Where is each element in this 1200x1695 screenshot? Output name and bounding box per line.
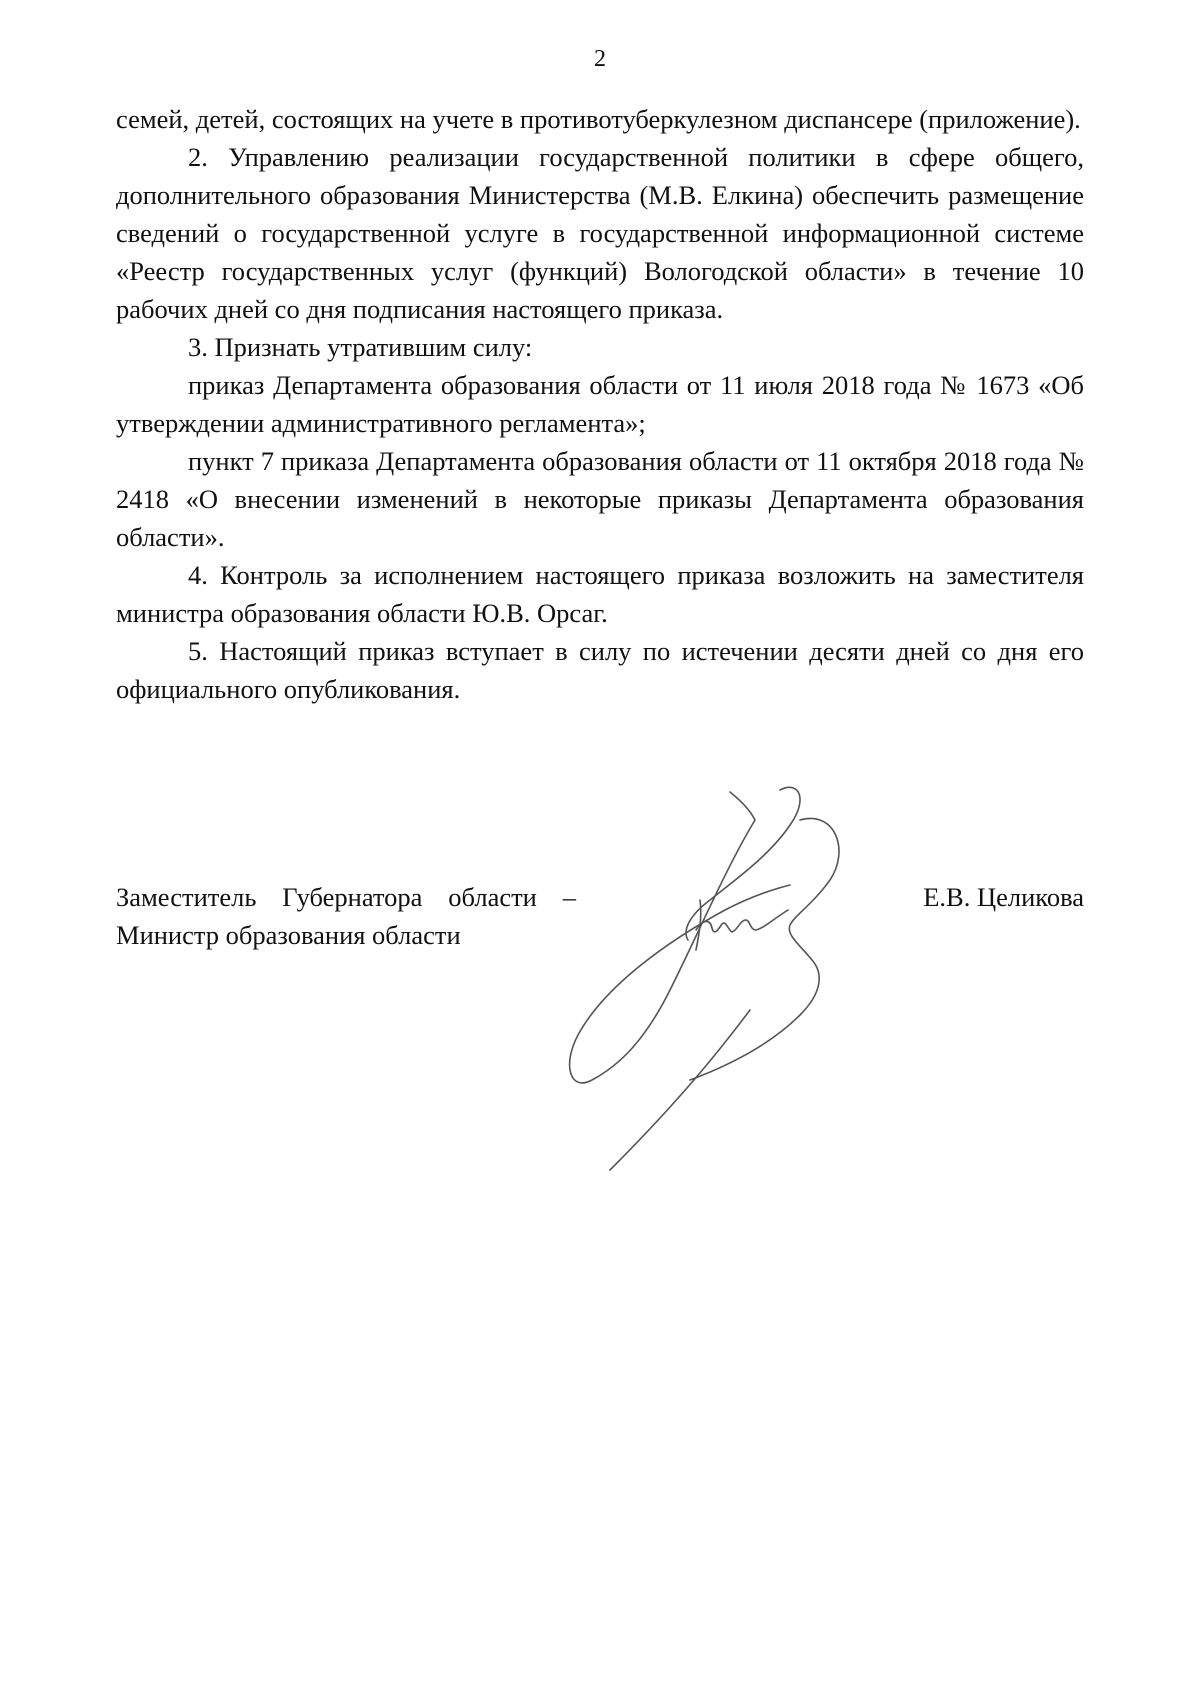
signatory-title [116, 878, 616, 954]
paragraph-7: 5. Настоящий приказ вступает в силу по истечении десяти дней со дня его официального опубликования. [116, 636, 1084, 704]
document-body [116, 100, 1084, 708]
title-word-1: Заместитель [116, 882, 257, 912]
paragraph-2: 2. Управлению реализации государственной политики в сфере общего, дополнительного образования Министерства (М.В. Елкина) обеспечить размещение сведений о государственной услуге в государственной информационной системе «Реестр государственных услуг (функций) Вологодской области» в течение 10 рабочих дней со дня подписания настоящего приказа. [116, 142, 1084, 324]
signatory-name: Е.В. Целикова [923, 882, 1084, 912]
page-number: 2 [594, 46, 606, 72]
paragraph-4: приказ Департамента образования области от 11 июля 2018 года № 1673 «Об утверждении административного регламента»; [116, 370, 1084, 438]
paragraph-3: 3. Признать утратившим силу: [188, 332, 533, 362]
title-word-3: области [448, 882, 537, 912]
paragraph-5: пункт 7 приказа Департамента образования области от 11 октября 2018 года № 2418 «О внесении изменений в некоторые приказы Департамента образования области». [116, 446, 1084, 552]
title-dash: – [562, 882, 576, 912]
title-word-2: Губернатора [282, 882, 423, 912]
title-line-2: Министр образования области [116, 920, 461, 950]
paragraph-1: семей, детей, состоящих на учете в противотуберкулезном диспансере (приложение). [116, 104, 1081, 134]
handwritten-signature [550, 780, 880, 1180]
paragraph-6: 4. Контроль за исполнением настоящего приказа возложить на заместителя министра образования области Ю.В. Орсаг. [116, 560, 1084, 628]
